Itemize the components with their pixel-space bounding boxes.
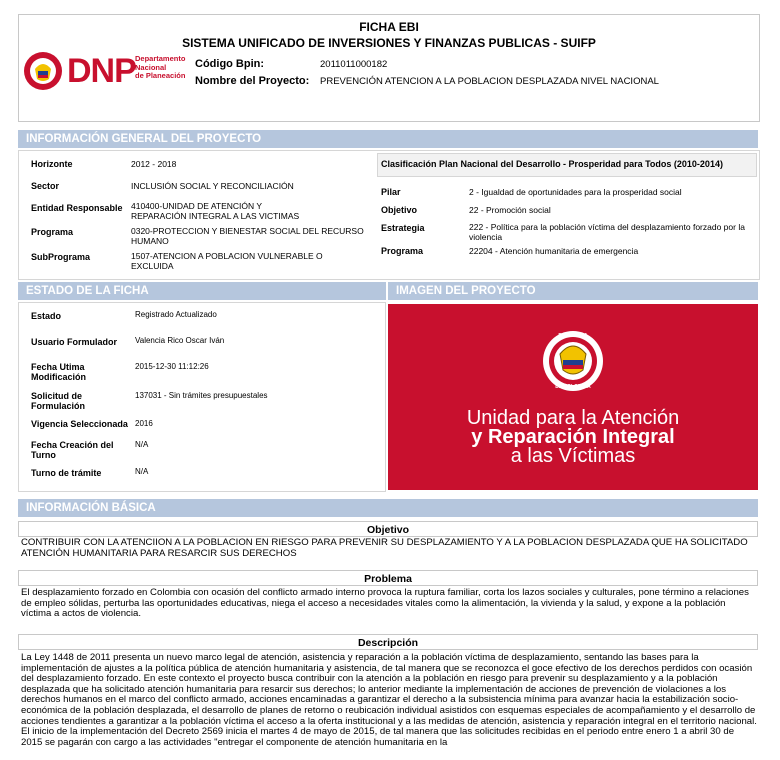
- problema-text: El desplazamiento forzado en Colombia con ocasión del conflicto armado interno provoca la ruptura familiar, corta los lazos sociales y culturales, pone término a relaciones de empleo sólidas, perturba las oportunidades educativas, niega el acceso a necesidades vitales como la alimentación, la vivienda y la salud, y expone a la población víctima a actos de violencia.: [21, 587, 749, 620]
- fecha-mod-label: Fecha Utima Modificación: [31, 362, 87, 382]
- doc-title: FICHA EBI: [359, 20, 419, 34]
- programa-label: Programa: [31, 227, 74, 237]
- horizonte-value: 2012 - 2018: [131, 159, 177, 169]
- fecha-turno-value: N/A: [135, 440, 149, 449]
- image-line-1: Unidad para la Atención: [466, 407, 680, 429]
- pilar-label: Pilar: [381, 187, 401, 197]
- header-box: [18, 14, 760, 122]
- problema-header: Problema: [18, 570, 758, 586]
- dnp-logo-text: DNP: [67, 52, 136, 90]
- descripcion-header: Descripción: [18, 634, 758, 650]
- general-info-panel: [18, 150, 760, 280]
- dnp-logo-caption: Departamento Nacional de Planeación: [135, 54, 186, 80]
- estado-panel: [18, 302, 386, 492]
- dnp-logo: [23, 51, 188, 93]
- seal-top-text: REPÚBLICA: [558, 333, 588, 339]
- objetivo-label: Objetivo: [381, 205, 418, 215]
- sector-label: Sector: [31, 181, 60, 191]
- usuario-value: Valencia Rico Oscar Iván: [135, 336, 225, 345]
- project-image: [388, 304, 758, 490]
- estrategia-value: 222 - Política para la población víctima del desplazamiento forzado por la violencia: [469, 222, 745, 242]
- turno-label: Turno de trámite: [31, 468, 102, 478]
- general-info-band: INFORMACIÓN GENERAL DEL PROYECTO: [18, 130, 758, 148]
- estado-value: Registrado Actualizado: [135, 310, 217, 319]
- solicitud-value: 137031 - Sin trámites presupuestales: [135, 391, 268, 400]
- entidad-value: 410400-UNIDAD DE ATENCIÓN Y REPARACIÓN INTEGRAL A LAS VICTIMAS: [131, 201, 300, 221]
- image-line-3: a las Víctimas: [510, 445, 636, 467]
- descripcion-text: La Ley 1448 de 2011 presenta un nuevo marco legal de atención, asistencia y reparación a la población víctima de desplazamiento, sentando las bases para la implementación de ajustes a la política pública de atención humanitaria y asistencia, de tal manera que se reconozca el goce efectivo de los derechos perdidos con ocasión del desplazamiento forzado. En este contexto el proyecto busca contribuir con la atención a la población en riesgo para prevenir su desplazamiento y a la población desplazada que ha solicitado atención humanitaria para resarcir sus derechos; lo anterior mediante la implementación de acciones de prevención de violaciones a los derechos humanos en el marco del conflicto armado, acciones encaminadas a garantizar el derecho a la subsistencia mínima para avanzar hacia la estabilización socio-económica de la población desplazada, el desarrollo de planes de retorno o reubicación individual asistidos con esquemas especiales de acompañamiento y el desarrollo de acciones tendientes a garantizar a la población víctima el acceso a la oferta institucional y a las medidas de atención, asistencia y reparación integral en el territorio nacional. El inicio de la implementación del Decreto 2569 inicia el martes 4 de mayo de 2015, de tal manera que las solicitudes recibidas en el periodo entre enero 1 a abril 30 de 2015 se pagarán con cargo a las actividades "entregar el componente de atención humanitaria en la: [21, 653, 757, 748]
- fecha-turno-label: Fecha Creación del Turno: [31, 440, 114, 460]
- plan-programa-label: Programa: [381, 246, 424, 256]
- plan-programa-value: 22204 - Atención humanitaria de emergencia: [469, 246, 639, 256]
- objetivo-text: CONTRIBUIR CON LA ATENCIION A LA POBLACION EN RIESGO PARA PREVENIR SU DESPLAZAMIENTO Y A LA POBLACION DESPLAZADA QUE HA SOLICITADO ATENCIÓN HUMANITARIA PARA RESARCIR SUS DERECHOS: [21, 537, 748, 559]
- bpin-label: Código Bpin:: [195, 58, 265, 70]
- colombia-seal-icon: [23, 51, 63, 91]
- estrategia-label: Estrategia: [381, 223, 425, 233]
- imagen-band: IMAGEN DEL PROYECTO: [388, 282, 758, 300]
- bpin-value: 2011011000182: [320, 59, 388, 70]
- solicitud-label: Solicitud de Formulación: [31, 391, 86, 411]
- objetivo-value: 22 - Promoción social: [469, 205, 551, 215]
- vigencia-value: 2016: [135, 419, 153, 428]
- turno-value: N/A: [135, 467, 149, 476]
- basica-band: INFORMACIÓN BÁSICA: [18, 499, 758, 517]
- image-line-2: y Reparación Integral: [471, 426, 675, 448]
- horizonte-label: Horizonte: [31, 159, 73, 169]
- subprograma-label: SubPrograma: [31, 252, 91, 262]
- objetivo-header: Objetivo: [18, 521, 758, 537]
- pilar-value: 2 - Igualdad de oportunidades para la prosperidad social: [469, 187, 682, 197]
- project-name-label: Nombre del Proyecto:: [195, 75, 310, 87]
- entidad-label: Entidad Responsable: [31, 203, 123, 213]
- usuario-label: Usuario Formulador: [31, 337, 118, 347]
- vigencia-label: Vigencia Seleccionada: [31, 419, 128, 429]
- estado-label: Estado: [31, 311, 62, 321]
- colombia-shield-icon: [538, 330, 608, 392]
- sector-value: INCLUSIÓN SOCIAL Y RECONCILIACIÓN: [131, 181, 294, 191]
- estado-band: ESTADO DE LA FICHA: [18, 282, 386, 300]
- project-name-value: PREVENCIÓN ATENCION A LA POBLACION DESPLAZADA NIVEL NACIONAL: [320, 76, 659, 87]
- doc-subtitle: SISTEMA UNIFICADO DE INVERSIONES Y FINANZAS PUBLICAS - SUIFP: [182, 36, 596, 50]
- plan-title: Clasificación Plan Nacional del Desarrollo - Prosperidad para Todos (2010-2014): [381, 159, 723, 169]
- seal-bottom-text: DE COLOMBIA: [555, 384, 591, 390]
- subprograma-value: 1507-ATENCION A POBLACION VULNERABLE O EXCLUIDA: [131, 251, 323, 271]
- programa-value: 0320-PROTECCION Y BIENESTAR SOCIAL DEL RECURSO HUMANO: [131, 226, 364, 246]
- fecha-mod-value: 2015-12-30 11:12:26: [135, 362, 209, 371]
